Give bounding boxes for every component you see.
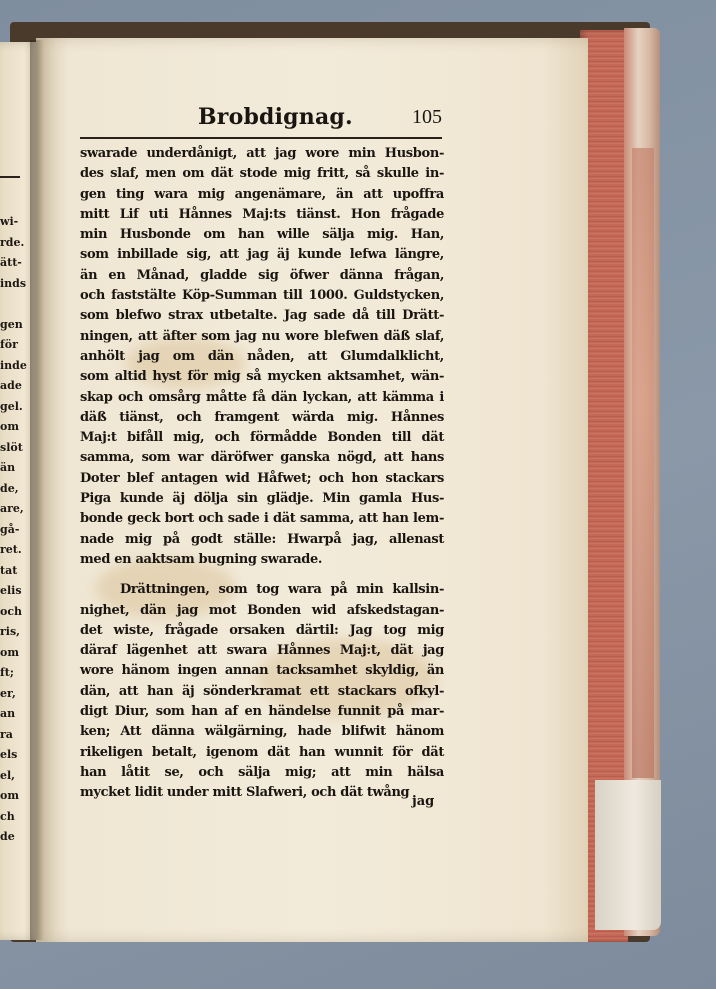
- facing-page-fragment: inds: [0, 276, 27, 290]
- text-line: som altid hyst för mig så mycken aktsamhet, wän-: [80, 369, 444, 385]
- text-line: digt Diur, som han af en händelse funnit på mar-: [80, 704, 444, 720]
- facing-page-fragment: ch: [0, 809, 15, 823]
- text-line: wore hänom ingen annan tacksamhet skyldig, än: [80, 663, 444, 679]
- paragraph-gap: [80, 570, 444, 580]
- text-line: Maj:t bifåll mig, och förmådde Bonden till dät: [80, 430, 444, 446]
- text-line: däraf lägenhet att swara Hånnes Maj:t, dät jag: [80, 643, 444, 659]
- facing-page-fragment: gel.: [0, 399, 23, 413]
- page-number: 105: [412, 106, 442, 128]
- text-line: dän, att han äj sönderkramat ett stackars ofkyl-: [80, 683, 444, 699]
- text-line: swarade underdånigt, att jag wore min Husbon-: [80, 146, 444, 161]
- facing-page-fragment: om: [0, 420, 19, 433]
- facing-page-fragment: ade: [0, 379, 22, 392]
- facing-page-text: [0, 212, 27, 848]
- facing-page-fragment: an: [0, 707, 16, 720]
- facing-page-head-rule: [0, 176, 20, 178]
- body-text: [80, 144, 444, 804]
- running-head: Brobdignag.: [198, 104, 353, 130]
- text-line: ningen, att äfter som jag nu wore blefwen däß slaf,: [80, 328, 444, 344]
- facing-page-fragment: gen: [0, 317, 23, 331]
- facing-page-fragment: er,: [0, 686, 16, 700]
- gutter-shadow: [30, 40, 44, 940]
- text-line: Piga kunde äj dölja sin glädje. Min gamla Hus-: [80, 491, 444, 507]
- text-line: det wiste, frågade orsaken därtil: Jag tog mig: [80, 622, 444, 638]
- text-line: med en aaktsam bugning swarade.: [80, 551, 323, 567]
- facing-page-fragment: för: [0, 338, 18, 351]
- text-line: rikeligen betalt, igenom dät han wunnit för dät: [80, 744, 444, 760]
- facing-page-fragment: ris,: [0, 625, 20, 638]
- facing-page-fragment: ätt-: [0, 256, 22, 269]
- text-line: som inbillade sig, att jag äj kunde lefwa längre,: [80, 247, 444, 263]
- facing-page-fragment: [0, 294, 22, 315]
- facing-page-fragment: ra: [0, 727, 13, 741]
- text-line: än en Månad, gladde sig öfwer dänna frågan,: [80, 267, 444, 283]
- facing-page-fragment: de: [0, 830, 15, 843]
- facing-page-fragment: elis: [0, 584, 22, 597]
- text-line: nade mig på godt ställe: Hwarpå jag, allenast: [80, 531, 444, 547]
- text-line: däß tiänst, och framgent wärda mig. Hånnes: [80, 409, 444, 425]
- facing-page-fragment: are,: [0, 502, 24, 515]
- facing-page-fragment: wi-: [0, 215, 19, 228]
- facing-page-fragment: rde.: [0, 235, 25, 249]
- cover-wear: [632, 148, 654, 778]
- text-line: skap och omsårg måtte få dän lyckan, att kämma i: [80, 389, 444, 405]
- text-line: des slaf, men om dät stode mig fritt, så skulle in-: [80, 166, 444, 182]
- facing-page-fragment: än: [0, 461, 16, 474]
- facing-page-fragment: om: [0, 645, 19, 659]
- facing-page-fragment: gå-: [0, 522, 20, 536]
- text-line: bonde geck bort och sade i dät samma, att han lem-: [80, 511, 444, 527]
- text-line: min Husbonde om han wille sälja mig. Han,: [80, 227, 444, 243]
- facing-page-fragment: ret.: [0, 543, 22, 556]
- facing-page-fragment: om: [0, 789, 19, 802]
- facing-page-fragment: och: [0, 604, 23, 618]
- page-header: [80, 100, 442, 136]
- text-line: samma, som war däröfwer ganska nögd, att hans: [80, 450, 444, 466]
- text-line: mitt Lif uti Hånnes Maj:ts tiänst. Hon frågade: [80, 206, 444, 222]
- text-line: ken; Att dänna wälgärning, hade blifwit hänom: [80, 724, 444, 740]
- text-line: gen ting wara mig angenämare, än att upoffra: [80, 186, 444, 202]
- text-line: han låtit se, och sälja mig; att min hälsa: [80, 764, 444, 780]
- text-line: och faststälte Köp-Summan till 1000. Guldstycken,: [80, 288, 444, 304]
- facing-page-fragment: tat: [0, 563, 18, 577]
- facing-page-fragment: el,: [0, 768, 16, 782]
- cover-board-corner: [595, 780, 661, 930]
- text-line: nighet, dän jag mot Bonden wid afskedstagan-: [80, 602, 444, 618]
- facing-page-fragment: ft;: [0, 666, 14, 679]
- text-line: Doter blef antagen wid Håfwet; och hon stackars: [80, 470, 444, 486]
- facing-page-fragment: slöt: [0, 440, 23, 454]
- header-rule: [80, 137, 442, 139]
- facing-page-fragment: els: [0, 748, 18, 761]
- text-line: anhölt jag om dän nåden, att Glumdalklicht,: [80, 348, 444, 364]
- catchword: jag: [412, 794, 435, 809]
- text-line: mycket lidit under mitt Slafweri, och dät twång: [80, 785, 410, 801]
- facing-page-fragment: inde: [0, 358, 27, 372]
- facing-page-fragment: de,: [0, 481, 19, 495]
- text-line: som blefwo strax utbetalte. Jag sade då till Drätt-: [80, 308, 444, 324]
- text-line: Drättningen, som tog wara på min kallsin-: [120, 582, 444, 598]
